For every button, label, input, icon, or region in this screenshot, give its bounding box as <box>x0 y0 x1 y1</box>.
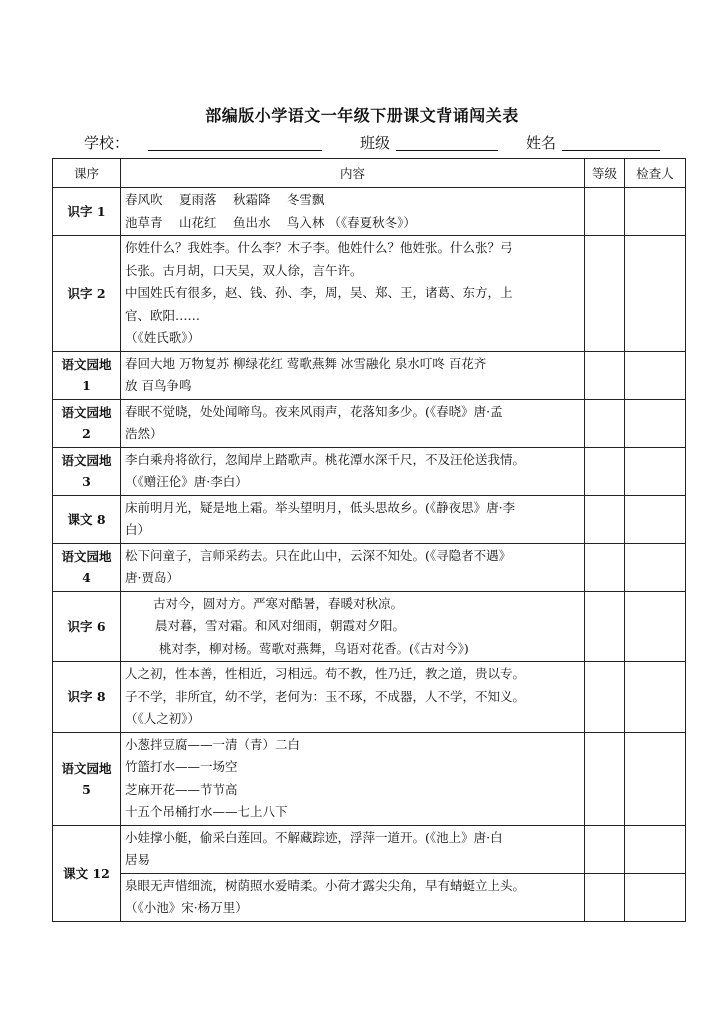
content-line: 子不学，非所宜，幼不学，老何为：玉不琢，不成器，人不学，不知义。 <box>125 688 526 704</box>
content-cell <box>121 732 585 825</box>
grade-cell[interactable] <box>585 543 625 591</box>
checker-cell[interactable] <box>625 351 686 399</box>
content-line: 放 百鸟争鸣 <box>125 378 192 393</box>
student-info-line <box>84 132 684 154</box>
checker-cell[interactable] <box>625 732 686 825</box>
content-line: 床前明月光，疑是地上霜。举头望明月，低头思故乡。(《静夜思》唐·李 <box>125 499 516 515</box>
grade-cell[interactable] <box>585 662 625 733</box>
lesson-cell: 语文园地 5 <box>53 732 121 825</box>
content-line: 唐·贾岛） <box>125 570 179 585</box>
table-row <box>53 732 686 825</box>
lesson-cell: 识字 8 <box>53 662 121 733</box>
school-label: 学校： <box>84 134 130 152</box>
checker-cell[interactable] <box>625 825 686 873</box>
checker-cell[interactable] <box>625 591 686 662</box>
content-line: 白） <box>125 522 151 537</box>
lesson-cell: 课文 12 <box>53 825 121 921</box>
checker-cell[interactable] <box>625 543 686 591</box>
grade-cell[interactable] <box>585 236 625 352</box>
grade-cell[interactable] <box>585 495 625 543</box>
content-line: 官、欧阳…… <box>125 307 201 323</box>
header-grade: 等级 <box>585 159 625 188</box>
lesson-cell: 课文 8 <box>53 495 121 543</box>
lesson-cell: 识字 1 <box>53 188 121 236</box>
lesson-cell: 语文园地 2 <box>53 399 121 447</box>
table-row <box>53 873 686 921</box>
content-line: 池草青 山花红 鱼出水 鸟入林 （《春夏秋冬》） <box>125 214 416 230</box>
grade-cell[interactable] <box>585 873 625 921</box>
name-blank <box>562 150 660 151</box>
content-line: 长张。古月胡，口天吴，双人徐，言午许。 <box>125 262 363 278</box>
lesson-cell: 语文园地 4 <box>53 543 121 591</box>
table-row <box>53 543 686 591</box>
content-line: 古对今，圆对方。严寒对酷暑，春暖对秋凉。 <box>153 595 404 611</box>
content-cell <box>121 447 585 495</box>
checker-cell[interactable] <box>625 188 686 236</box>
content-cell <box>121 399 585 447</box>
content-line: 十五个吊桶打水——七上八下 <box>125 804 288 819</box>
table-row <box>53 495 686 543</box>
content-line: 居易 <box>125 852 151 867</box>
school-blank <box>148 150 322 151</box>
grade-cell[interactable] <box>585 447 625 495</box>
header-content: 内容 <box>121 159 585 188</box>
content-line: 芝麻开花——节节高 <box>125 781 238 797</box>
lesson-cell: 识字 2 <box>53 236 121 352</box>
lesson-cell: 语文园地 1 <box>53 351 121 399</box>
content-line: 春回大地 万物复苏 柳绿花红 莺歌燕舞 冰雪融化 泉水叮咚 百花齐 <box>125 355 487 371</box>
table-row <box>53 351 686 399</box>
table-row <box>53 591 686 662</box>
table-row <box>53 825 686 873</box>
checker-cell[interactable] <box>625 236 686 352</box>
content-line: 桃对李，柳对杨。莺歌对燕舞，鸟语对花香。(《古对今》) <box>159 640 469 656</box>
content-line: 松下问童子，言师采药去。只在此山中，云深不知处。(《寻隐者不遇》 <box>125 547 512 563</box>
checker-cell[interactable] <box>625 447 686 495</box>
name-label: 姓名 <box>526 134 557 152</box>
content-cell <box>121 495 585 543</box>
lesson-cell: 识字 6 <box>53 591 121 662</box>
checker-cell[interactable] <box>625 495 686 543</box>
content-line: 你姓什么？我姓李。什么李？木子李。他姓什么？他姓张。什么张？弓 <box>125 240 513 255</box>
content-cell <box>121 351 585 399</box>
content-line: 竹篮打水——一场空 <box>125 759 238 774</box>
content-line: 春风吹 夏雨落 秋霜降 冬雪飘 <box>125 192 325 207</box>
content-line: 中国姓氏有很多，赵、钱、孙、李，周，吴、郑、王，诸葛、东方，上 <box>125 285 513 300</box>
content-line: （《姓氏歌》） <box>125 330 201 345</box>
header-checker: 检查人 <box>625 159 686 188</box>
grade-cell[interactable] <box>585 591 625 662</box>
grade-cell[interactable] <box>585 732 625 825</box>
content-line: 小娃撑小艇，偷采白莲回。不解藏踪迹，浮萍一道开。(《池上》唐·白 <box>125 829 503 845</box>
header-lesson: 课序 <box>53 159 121 188</box>
content-cell <box>121 236 585 352</box>
checker-cell[interactable] <box>625 399 686 447</box>
content-line: 人之初，性本善，性相近，习相远。苟不教，性乃迁，教之道，贵以专。 <box>125 666 526 681</box>
content-line: （《小池》宋·杨万里） <box>125 900 248 915</box>
lesson-cell: 语文园地 3 <box>53 447 121 495</box>
grade-cell[interactable] <box>585 188 625 236</box>
class-blank <box>396 150 498 151</box>
table-header-row <box>53 159 686 188</box>
table-row <box>53 447 686 495</box>
table-row <box>53 399 686 447</box>
table-row <box>53 188 686 236</box>
content-line: （《赠汪伦》唐·李白） <box>125 474 248 489</box>
page-title: 部编版小学语文一年级下册课文背诵闯关表 <box>205 106 519 125</box>
grade-cell[interactable] <box>585 351 625 399</box>
content-cell <box>121 873 585 921</box>
content-cell <box>121 662 585 733</box>
content-line: 小葱拌豆腐——一清（青）二白 <box>125 736 301 752</box>
content-line: 晨对暮，雪对霜。和风对细雨，朝霞对夕阳。 <box>155 618 406 633</box>
content-cell <box>121 825 585 873</box>
content-cell <box>121 188 585 236</box>
content-line: 浩然） <box>125 426 163 441</box>
checker-cell[interactable] <box>625 662 686 733</box>
content-cell <box>121 591 585 662</box>
table-row <box>53 662 686 733</box>
content-line: 春眠不觉晓，处处闻啼鸟。夜来风雨声，花落知多少。(《春晓》唐·孟 <box>125 403 503 419</box>
content-line: 李白乘舟将欲行，忽闻岸上踏歌声。桃花潭水深千尺，不及汪伦送我情。 <box>125 451 526 467</box>
recitation-table <box>52 158 686 922</box>
checker-cell[interactable] <box>625 873 686 921</box>
content-line: （《人之初》） <box>125 711 201 726</box>
grade-cell[interactable] <box>585 399 625 447</box>
content-cell <box>121 543 585 591</box>
class-label: 班级 <box>360 134 391 152</box>
content-line: 泉眼无声惜细流，树荫照水爱晴柔。小荷才露尖尖角，早有蜻蜓立上头。 <box>125 877 526 893</box>
grade-cell[interactable] <box>585 825 625 873</box>
table-row <box>53 236 686 352</box>
